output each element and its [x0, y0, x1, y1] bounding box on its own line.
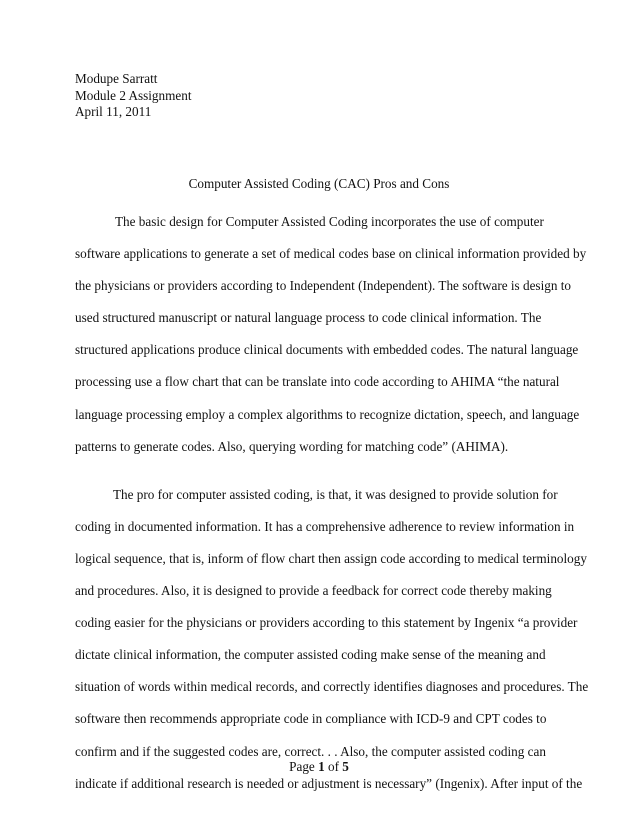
paragraph-line: The pro for computer assisted coding, is that, it was designed to provide solution for — [113, 486, 558, 502]
assignment-name: Module 2 Assignment — [75, 87, 192, 103]
paragraph-line: indicate if additional research is needed or adjustment is necessary” (Ingenix). After input of the — [75, 775, 583, 791]
page-number: 1 — [318, 759, 325, 774]
document-body — [75, 214, 589, 808]
paragraph-line: logical sequence, that is, inform of flow chart then assign code according to medical terminology — [75, 550, 587, 566]
paragraph-line: structured applications produce clinical documents with embedded codes. The natural language — [75, 342, 579, 358]
paragraph-line: software applications to generate a set of medical codes base on clinical information provided by — [75, 246, 587, 262]
paragraph-line: dictate clinical information, the computer assisted coding make sense of the meaning and — [75, 647, 546, 663]
paragraph-line: and procedures. Also, it is designed to provide a feedback for correct code thereby making — [75, 583, 552, 599]
author-name: Modupe Sarratt — [75, 71, 158, 86]
page-total: 5 — [342, 759, 349, 774]
paragraph-line: coding in documented information. It has a comprehensive adherence to review information in — [75, 518, 575, 534]
paragraph-line: situation of words within medical records, and correctly identifies diagnoses and procedures. The — [75, 679, 589, 695]
paragraph-line: the physicians or providers according to Independent (Independent). The software is design to — [75, 278, 571, 294]
document-title: Computer Assisted Coding (CAC) Pros and Cons — [188, 176, 450, 191]
of-label: of — [327, 759, 339, 774]
page-footer — [0, 759, 638, 775]
paragraph-line: patterns to generate codes. Also, querying wording for matching code” (AHIMA). — [75, 438, 509, 454]
document-date: April 11, 2011 — [75, 104, 152, 119]
paragraph-line: confirm and if the suggested codes are, correct. . . Also, the computer assisted coding can — [75, 743, 546, 759]
paragraph-line: processing use a flow chart that can be translate into code according to AHIMA “the natural — [75, 374, 560, 390]
paragraph-line: coding easier for the physicians or providers according to this statement by Ingenix “a provider — [75, 615, 578, 631]
paragraph-line: software then recommends appropriate code in compliance with ICD-9 and CPT codes to — [75, 711, 547, 727]
paragraph-line: The basic design for Computer Assisted Coding incorporates the use of computer — [115, 214, 544, 229]
paragraph-line: used structured manuscript or natural language process to code clinical information. The — [75, 310, 542, 326]
header-block — [75, 71, 192, 121]
paragraph-line: language processing employ a complex algorithms to recognize dictation, speech, and language — [75, 406, 580, 422]
page-label: Page — [289, 759, 315, 774]
paragraph-1 — [75, 214, 587, 471]
paragraph-spacer — [75, 471, 567, 487]
